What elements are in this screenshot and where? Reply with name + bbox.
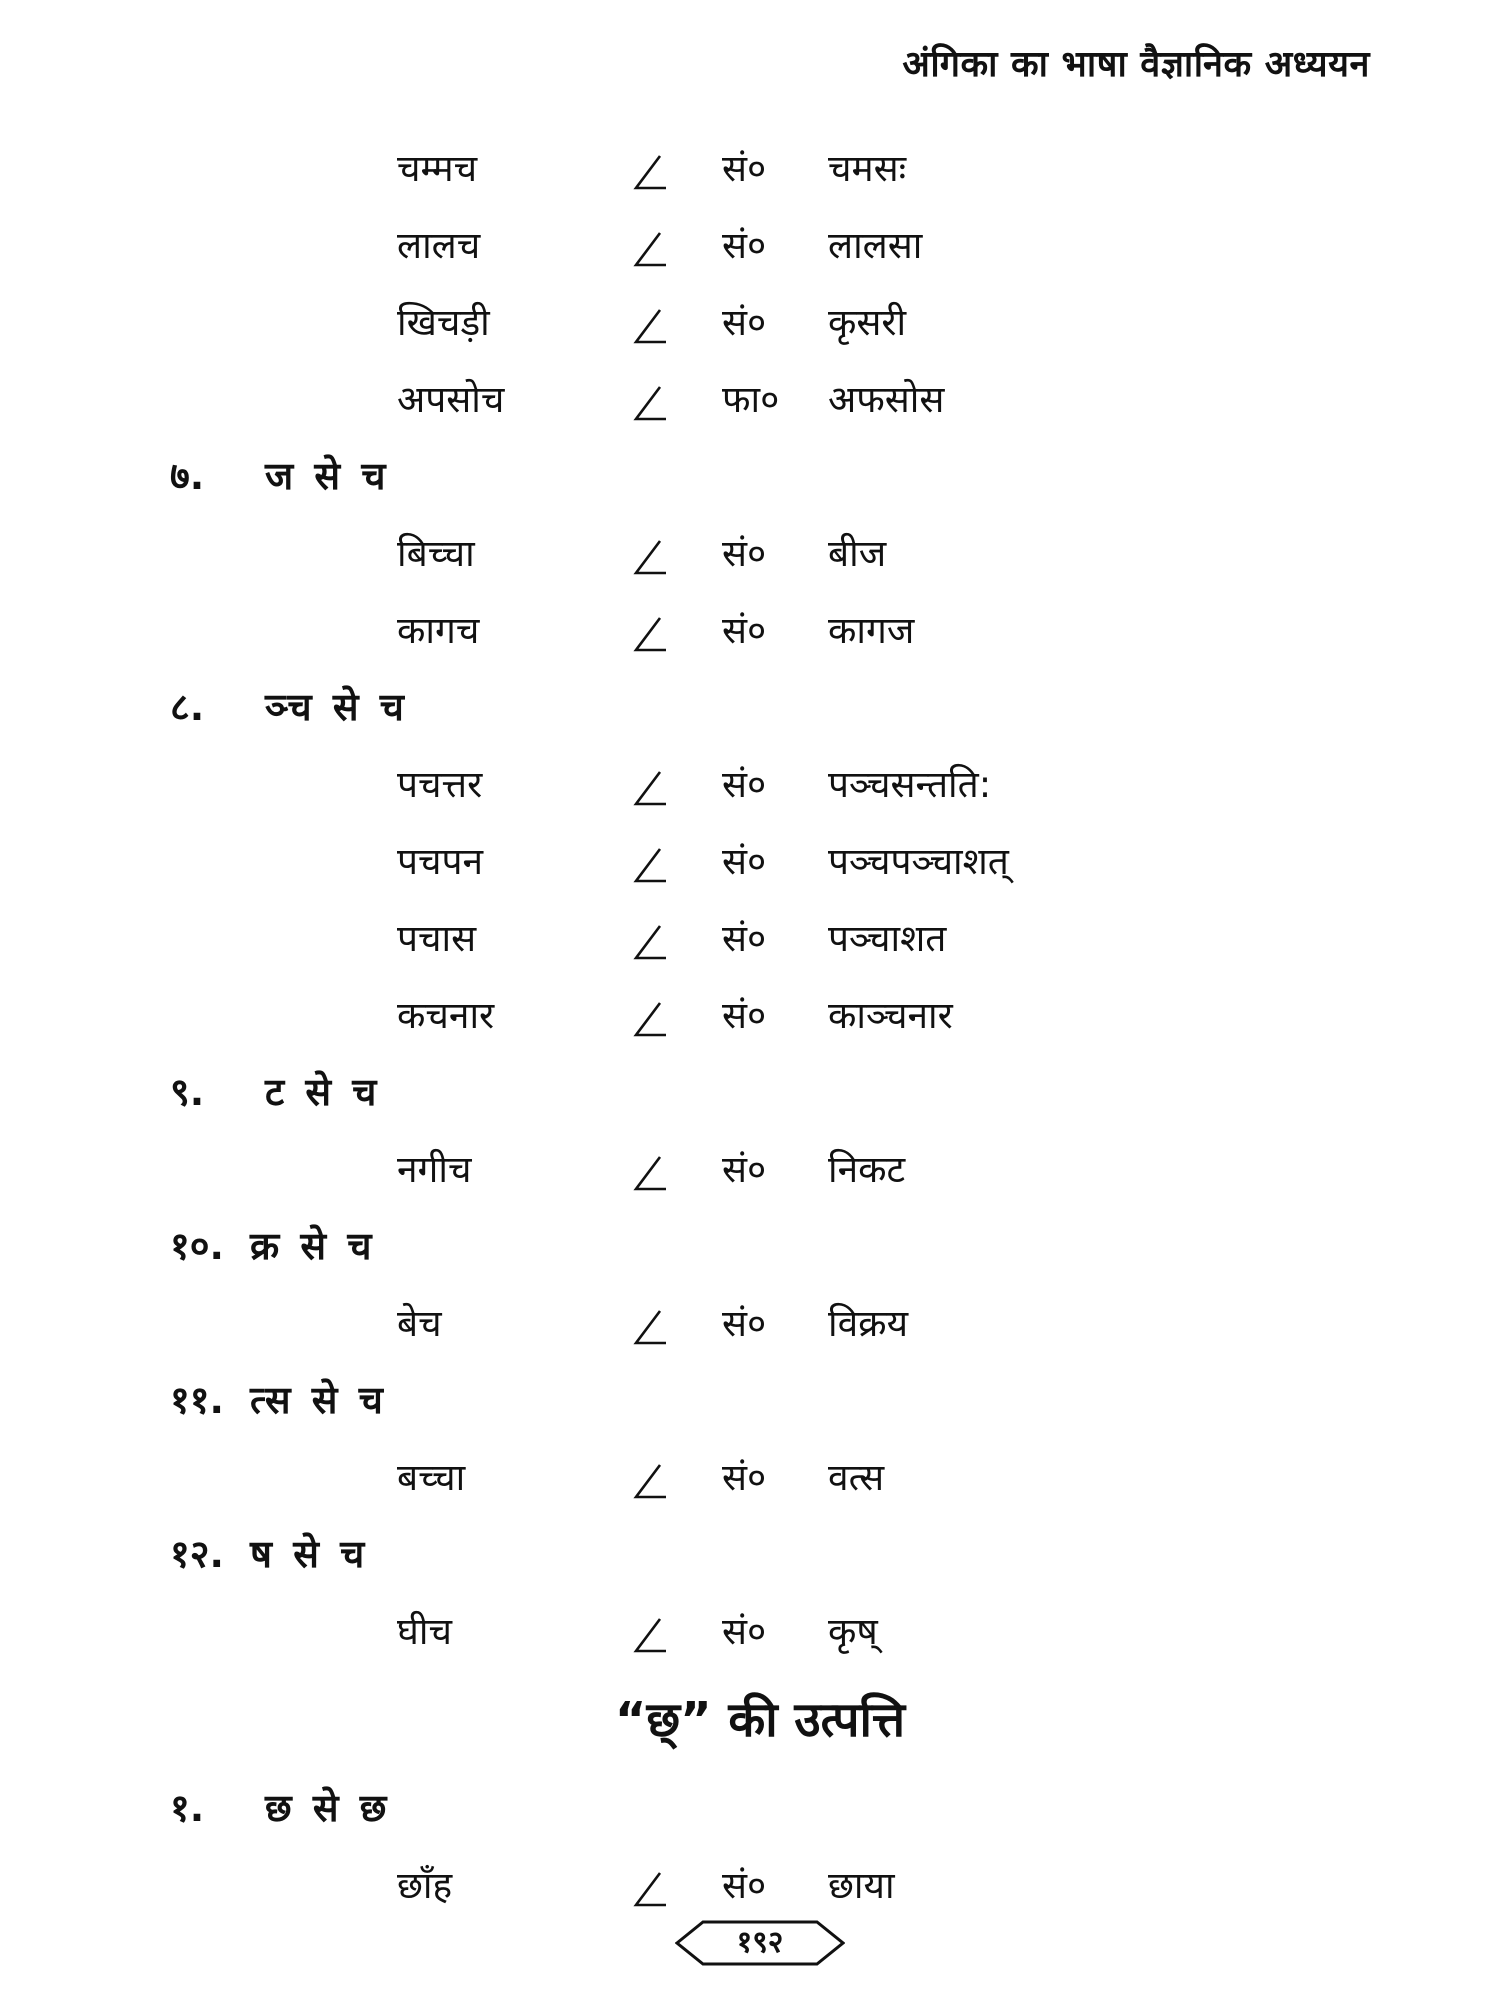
source-language-abbr: सं० <box>722 301 767 344</box>
etymology-row <box>0 1847 1500 1924</box>
etymology-row <box>0 284 1500 361</box>
source-word: वत्स <box>828 1456 885 1499</box>
derivation-angle-icon <box>630 1869 670 1909</box>
section-heading <box>0 1770 1500 1847</box>
section-title: ट से च <box>265 1070 381 1114</box>
derived-word: कागच <box>397 609 480 652</box>
source-language-abbr: सं० <box>722 763 767 806</box>
etymology-row <box>0 977 1500 1054</box>
etymology-row <box>0 1131 1500 1208</box>
derived-word: छाँह <box>397 1864 453 1907</box>
source-language-abbr: सं० <box>722 147 767 190</box>
derived-word: अपसोच <box>397 378 505 421</box>
derivation-angle-icon <box>630 1153 670 1193</box>
source-language-abbr: सं० <box>722 917 767 960</box>
derived-word: चम्मच <box>397 147 478 190</box>
chapter-heading: “छ्” की उत्पत्ति <box>614 1692 906 1748</box>
source-word: कृष् <box>828 1610 878 1653</box>
derivation-angle-icon <box>630 306 670 346</box>
section-heading <box>0 1054 1500 1131</box>
section-number: १२. <box>170 1532 224 1576</box>
source-language-abbr: सं० <box>722 840 767 883</box>
source-word: विक्रय <box>828 1302 909 1345</box>
source-language-abbr: फा० <box>722 378 780 421</box>
etymology-row <box>0 1439 1500 1516</box>
source-word: पञ्चाशत <box>828 917 947 960</box>
page-number: १९२ <box>736 1925 784 1960</box>
etymology-row <box>0 1593 1500 1670</box>
source-word: कृसरी <box>828 301 907 344</box>
derivation-angle-icon <box>630 845 670 885</box>
derived-word: खिचड़ी <box>397 301 490 344</box>
derivation-angle-icon <box>630 152 670 192</box>
derivation-angle-icon <box>630 768 670 808</box>
source-language-abbr: सं० <box>722 609 767 652</box>
source-word: कागज <box>828 609 915 652</box>
source-language-abbr: सं० <box>722 1456 767 1499</box>
etymology-row <box>0 515 1500 592</box>
etymology-row <box>0 361 1500 438</box>
source-word: पञ्चपञ्चाशत् <box>828 840 1009 883</box>
derived-word: कचनार <box>397 994 495 1037</box>
source-language-abbr: सं० <box>722 1864 767 1907</box>
etymology-row <box>0 592 1500 669</box>
source-word: निकट <box>828 1148 906 1191</box>
section-number: १०. <box>170 1224 224 1268</box>
source-language-abbr: सं० <box>722 532 767 575</box>
derived-word: घीच <box>397 1610 452 1653</box>
source-word: बीज <box>828 532 887 575</box>
source-word: लालसा <box>828 224 923 267</box>
derived-word: पचत्तर <box>397 763 483 806</box>
section-heading <box>0 1362 1500 1439</box>
section-heading <box>0 438 1500 515</box>
derivation-angle-icon <box>630 614 670 654</box>
section-heading <box>0 1208 1500 1285</box>
source-word: चमसः <box>828 147 907 190</box>
source-language-abbr: सं० <box>722 1302 767 1345</box>
etymology-row <box>0 900 1500 977</box>
etymology-row <box>0 746 1500 823</box>
derived-word: लालच <box>397 224 481 267</box>
etymology-row <box>0 1285 1500 1362</box>
derived-word: पचपन <box>397 840 484 883</box>
etymology-row <box>0 207 1500 284</box>
running-header: अंगिका का भाषा वैज्ञानिक अध्ययन <box>902 44 1370 85</box>
derivation-angle-icon <box>630 922 670 962</box>
section-title: छ से छ <box>265 1786 391 1830</box>
source-language-abbr: सं० <box>722 994 767 1037</box>
etymology-row <box>0 130 1500 207</box>
derivation-angle-icon <box>630 1615 670 1655</box>
section-number: ९. <box>170 1070 205 1114</box>
derivation-angle-icon <box>630 1461 670 1501</box>
source-word: छाया <box>828 1864 895 1907</box>
source-language-abbr: सं० <box>722 1148 767 1191</box>
derived-word: नगीच <box>397 1148 472 1191</box>
section-number: ८. <box>170 685 205 729</box>
section-number: ११. <box>170 1378 224 1422</box>
section-title: ञ्च से च <box>265 685 408 729</box>
derived-word: बेच <box>397 1302 442 1345</box>
derivation-angle-icon <box>630 537 670 577</box>
section-title: ज से च <box>265 454 390 498</box>
derived-word: बिच्चा <box>397 532 475 575</box>
section-heading <box>0 669 1500 746</box>
section-heading <box>0 1516 1500 1593</box>
derivation-angle-icon <box>630 999 670 1039</box>
etymology-list <box>0 130 1500 1924</box>
section-title: ष से च <box>250 1532 369 1576</box>
source-word: काञ्चनार <box>828 994 953 1037</box>
derivation-angle-icon <box>630 383 670 423</box>
section-title: क्र से च <box>250 1224 376 1268</box>
source-language-abbr: सं० <box>722 1610 767 1653</box>
derivation-angle-icon <box>630 229 670 269</box>
section-number: ७. <box>170 454 205 498</box>
derived-word: बच्चा <box>397 1456 466 1499</box>
source-word: पञ्चसन्तति: <box>828 763 992 806</box>
derivation-angle-icon <box>630 1307 670 1347</box>
page-number-badge <box>675 1918 845 1968</box>
etymology-row <box>0 823 1500 900</box>
derived-word: पचास <box>397 917 477 960</box>
source-language-abbr: सं० <box>722 224 767 267</box>
source-word: अफसोस <box>828 378 945 421</box>
section-title: त्स से च <box>250 1378 387 1422</box>
section-number: १. <box>170 1786 205 1830</box>
